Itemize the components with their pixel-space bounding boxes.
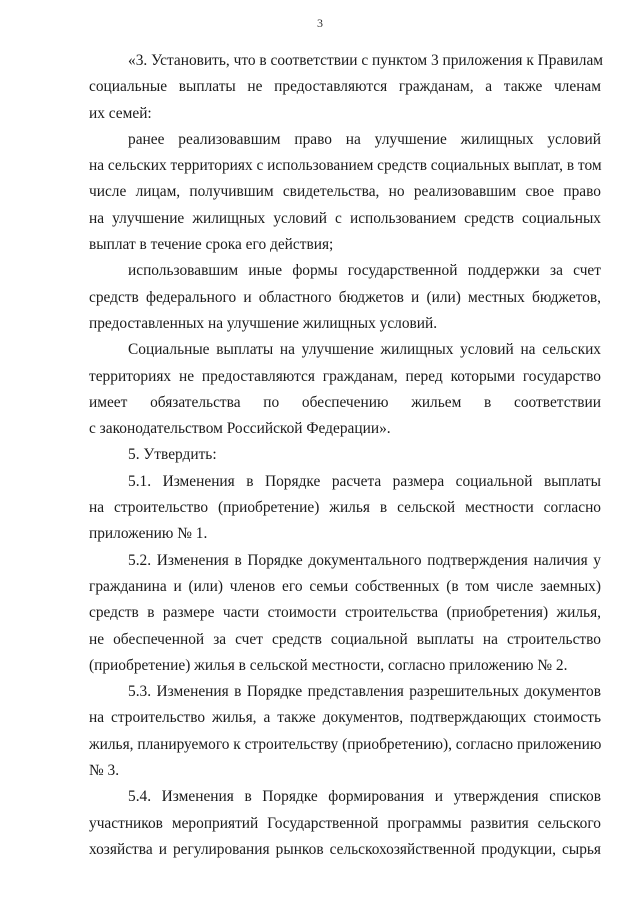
text-line: 5.4. Изменения в Порядке формирования и утверждения списков bbox=[128, 788, 601, 806]
text-line: 5. Утвердить: bbox=[128, 446, 217, 464]
text-line: предоставленных на улучшение жилищных условий. bbox=[89, 314, 438, 332]
text-line: хозяйства и регулирования рынков сельскохозяйственной продукции, сырья bbox=[89, 840, 601, 858]
text-line: на строительство жилья, а также документов, подтверждающих стоимость bbox=[89, 709, 601, 727]
text-line: участников мероприятий Государственной программы развития сельского bbox=[89, 814, 601, 832]
text-line: числе лицам, получившим свидетельства, но реализовавшим свое право bbox=[89, 183, 601, 201]
text-line: гражданина и (или) членов его семьи собственных (в том числе заемных) bbox=[89, 577, 601, 595]
text-line: Социальные выплаты на улучшение жилищных условий на сельских bbox=[128, 341, 601, 359]
text-line: средств в размере части стоимости строительства (приобретения) жилья, bbox=[89, 604, 601, 622]
text-line: приложению № 1. bbox=[89, 525, 208, 543]
text-line: территориях не предоставляются гражданам, перед которыми государство bbox=[89, 367, 601, 385]
text-line: выплат в течение срока его действия; bbox=[89, 236, 334, 254]
text-line: социальные выплаты не предоставляются гражданам, а также членам bbox=[89, 78, 601, 96]
page-number: 3 bbox=[317, 16, 323, 30]
text-line: «3. Установить, что в соответствии с пунктом 3 приложения к Правилам bbox=[128, 52, 604, 69]
text-line: их семей: bbox=[89, 104, 152, 122]
text-line: на улучшение жилищных условий с использованием средств социальных bbox=[89, 209, 601, 227]
text-line: средств федерального и областного бюджетов и (или) местных бюджетов, bbox=[89, 288, 601, 306]
text-line: 5.3. Изменения в Порядке представления разрешительных документов bbox=[128, 683, 601, 701]
text-line: 5.2. Изменения в Порядке документального подтверждения наличия у bbox=[128, 551, 601, 569]
text-line: с законодательством Российской Федерации». bbox=[89, 420, 391, 438]
text-line: жилья, планируемого к строительству (приобретению), согласно приложению bbox=[89, 735, 602, 753]
text-line: ранее реализовавшим право на улучшение жилищных условий bbox=[128, 130, 601, 148]
text-line: имеет обязательства по обеспечению жильем в соответствии bbox=[89, 393, 601, 411]
text-line: (приобретение) жилья в сельской местности, согласно приложению № 2. bbox=[89, 656, 568, 674]
text-line: № 3. bbox=[89, 762, 120, 780]
document-body bbox=[89, 48, 604, 863]
text-line: не обеспеченной за счет средств социальной выплаты на строительство bbox=[89, 630, 601, 648]
text-line: использовавшим иные формы государственной поддержки за счет bbox=[128, 262, 601, 280]
text-line: на сельских территориях с использованием средств социальных выплат, в том bbox=[89, 157, 602, 175]
text-line: 5.1. Изменения в Порядке расчета размера социальной выплаты bbox=[128, 472, 601, 490]
text-line: на строительство (приобретение) жилья в сельской местности согласно bbox=[89, 499, 601, 517]
